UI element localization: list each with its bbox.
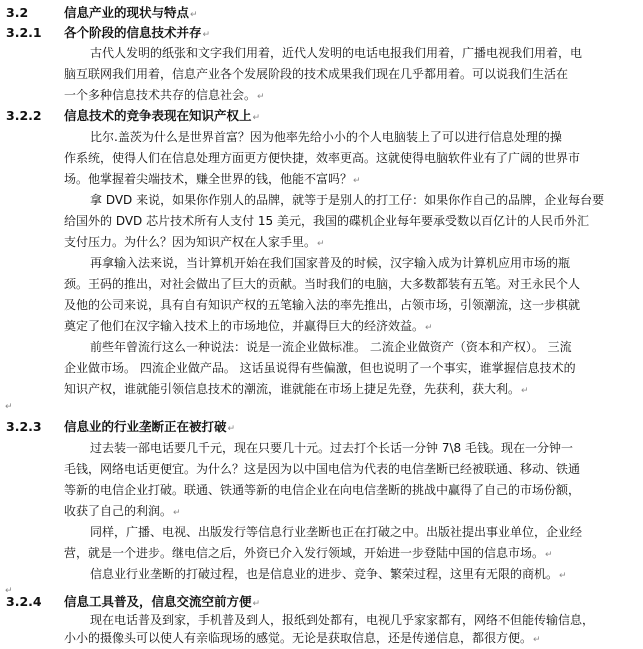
paragraph-mark: ↵ xyxy=(252,113,261,123)
paragraph-mark: ↵ xyxy=(545,550,553,560)
text-line: 及他的公司来说，具有自有知识产权的五笔输入法的率先推出，占领市场，引领潮流，这一步棋就 xyxy=(64,298,581,312)
text-line: 等新的电信企业打破。联通、铁通等新的电信企业在向电信垄断的挑战中赢得了自己的市场份额， xyxy=(64,483,581,497)
text-line: 过去装一部电话要几千元，现在只要几十元。过去打个长话一分钟 7\8 毛钱。现在一分钟一 xyxy=(90,441,573,455)
paragraph-mark: ↵ xyxy=(257,92,265,102)
paragraph-mark: ↵ xyxy=(190,10,198,20)
text-line: 再拿输入法来说，当计算机开始在我们国家普及的时候，汉字输入成为计算机应用市场的瓶 xyxy=(90,256,571,270)
section-number: 3.2 xyxy=(6,5,29,20)
text-line: 小小的摄像头可以使人有亲临现场的感觉。无论是获取信息，还是传递信息，都很方便。↵ xyxy=(64,631,541,645)
paragraph-mark: ↵ xyxy=(521,386,529,396)
section-number: 3.2.4 xyxy=(6,594,42,609)
paragraph-mark: ↵ xyxy=(353,176,361,186)
text-line: 收获了自己的利润。↵ xyxy=(64,504,181,518)
section-number: 3.2.2 xyxy=(6,108,42,123)
paragraph-mark: ↵ xyxy=(533,635,541,645)
text-line: 一个多种信息技术共存的信息社会。↵ xyxy=(64,88,265,102)
section-number: 3.2.3 xyxy=(6,419,42,434)
text-line: 支付压力。为什么？因为知识产权在人家手里。↵ xyxy=(64,235,325,249)
paragraph-mark: ↵ xyxy=(317,239,325,249)
empty-paragraph-mark: ↵ xyxy=(5,586,13,596)
text-line: 场。他掌握着尖端技术，赚全世界的钱，他能不富吗？↵ xyxy=(64,172,361,186)
empty-paragraph-mark: ↵ xyxy=(5,402,13,412)
text-line: 颈。王码的推出，对社会做出了巨大的贡献。当时我们的电脑，大多数都装有五笔。对王永民个人 xyxy=(64,277,581,291)
text-line: 奠定了他们在汉字输入技术上的市场地位，并赢得巨大的经济效益。↵ xyxy=(64,319,433,333)
section-heading: 各个阶段的信息技术并存↵ xyxy=(64,25,211,40)
section-heading: 信息业的行业垄断正在被打破↵ xyxy=(64,419,236,434)
text-line: 给国外的 DVD 芯片技术所有人支付 15 美元，我国的碟机企业每年要承受数以百亿计的人民币外汇 xyxy=(64,214,590,228)
text-line: 拿 DVD 来说，如果你作别人的品牌，就等于是别人的打工仔：如果你作自己的品牌，企业每台要 xyxy=(90,193,605,207)
text-line: 营，就是一个进步。继电信之后，外资已介入发行领域，开始进一步登陆中国的信息市场。↵ xyxy=(64,546,553,560)
text-line: 现在电话普及到家，手机普及到人，报纸到处都有，电视几乎家家都有，网络不但能传输信息， xyxy=(90,613,595,627)
paragraph-mark: ↵ xyxy=(559,571,567,581)
paragraph-mark: ↵ xyxy=(202,30,211,40)
section-heading: 信息技术的竞争表现在知识产权上↵ xyxy=(64,108,261,123)
section-number: 3.2.1 xyxy=(6,25,42,40)
paragraph-mark: ↵ xyxy=(425,323,433,333)
text-line: 古代人发明的纸张和文字我们用着，近代人发明的电话电报我们用着，广播电视我们用着，电 xyxy=(90,46,583,60)
text-line: 同样，广播、电视、出版发行等信息行业垄断也正在打破之中。出版社提出事业单位，企业经 xyxy=(90,525,583,539)
text-line: 比尔.盖茨为什么是世界首富？因为他率先给小小的个人电脑装上了可以进行信息处理的操 xyxy=(90,130,562,144)
section-heading: 信息工具普及，信息交流空前方便↵ xyxy=(64,594,261,609)
text-line: 信息业行业垄断的打破过程，也是信息业的进步、竞争、繁荣过程，这里有无限的商机。↵ xyxy=(90,567,567,581)
text-line: 知识产权，谁就能引领信息技术的潮流，谁就能在市场上捷足先登，先获利，获大利。↵ xyxy=(64,382,529,396)
paragraph-mark: ↵ xyxy=(227,424,236,434)
text-line: 企业做市场。 四流企业做产品。 这话虽说得有些偏激，但也说明了一个事实，谁掌握信息技术的 xyxy=(64,361,576,375)
paragraph-mark: ↵ xyxy=(252,599,261,609)
text-line: 作系统，使得人们在信息处理方面更方便快捷，效率更高。这就使得电脑软件业有了广阔的世界市 xyxy=(64,151,581,165)
text-line: 毛钱，网络电话更便宜。为什么？这是因为以中国电信为代表的电信垄断已经被联通、移动、铁通 xyxy=(64,462,581,476)
text-line: 前些年曾流行这么一种说法：说是一流企业做标准。 二流企业做资产（资本和产权）。 三流 xyxy=(90,340,572,354)
section-heading: 信息产业的现状与特点↵ xyxy=(64,5,198,20)
text-line: 脑互联网我们用着，信息产业各个发展阶段的技术成果我们现在几乎都用着。可以说我们生活在 xyxy=(64,67,569,81)
paragraph-mark: ↵ xyxy=(173,508,181,518)
